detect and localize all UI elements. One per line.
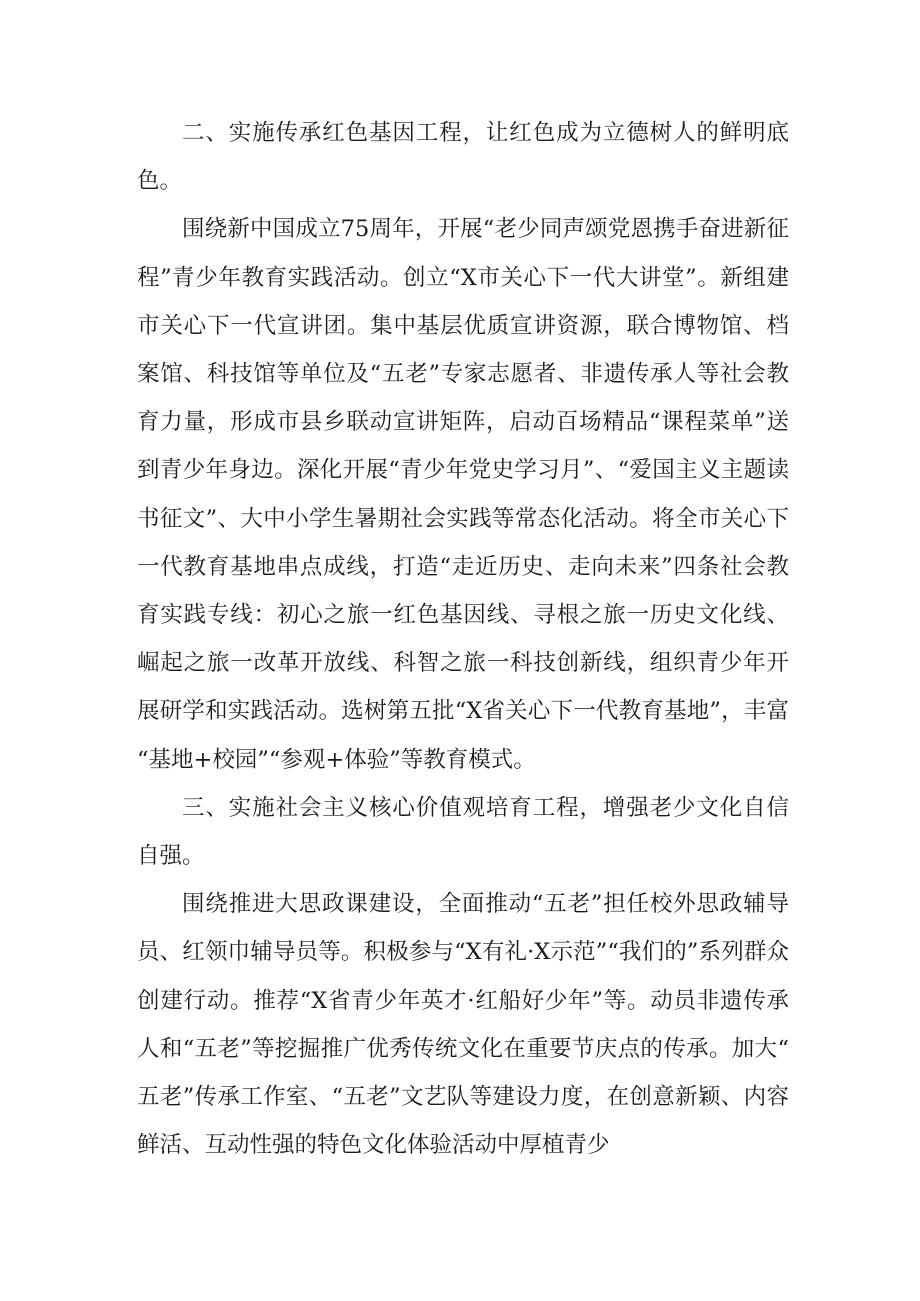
body-paragraph-2: 围绕推进大思政课建设，全面推动“五老”担任校外思政辅导员、红领巾辅导员等。积极参与“X有礼·X示范”“我们的”系列群众创建行动。推荐“X省青少年英才·红船好少年”等。动员非遗传承人和“五老”等挖掘推广优秀传统文化在重要节庆点的传承。加大“五老”传承工作室、“五老”文艺队等建设力度，在创意新颖、内容鲜活、互动性强的特色文化体验活动中厚植青少 [137, 891, 789, 1159]
document-page [137, 109, 789, 1169]
body-paragraph-1: 围绕新中国成立75周年，开展“老少同声颂党恩携手奋进新征程”青少年教育实践活动。创立“X市关心下一代大讲堂”。新组建市关心下一代宣讲团。集中基层优质宣讲资源，联合博物馆、档案馆、科技馆等单位及“五老”专家志愿者、非遗传承人等社会教育力量，形成市县乡联动宣讲矩阵，启动百场精品“课程菜单”送到青少年身边。深化开展“青少年党史学习月”、“爱国主义主题读书征文”、大中小学生暑期社会实践等常态化活动。将全市关心下一代教育基地串点成线，打造“走近历史、走向未来”四条社会教育实践专线：初心之旅一红色基因线、寻根之旅一历史文化线、崛起之旅一改革开放线、科智之旅一科技创新线，组织青少年开展研学和实践活动。选树第五批“X省关心下一代教育基地”，丰富“基地+校园”“参观+体验”等教育模式。 [137, 216, 789, 773]
section-heading-2: 二、实施传承红色基因工程，让红色成为立德树人的鲜明底色。 [137, 120, 789, 195]
section-heading-3: 三、实施社会主义核心价值观培育工程，增强老少文化自信自强。 [137, 794, 789, 870]
